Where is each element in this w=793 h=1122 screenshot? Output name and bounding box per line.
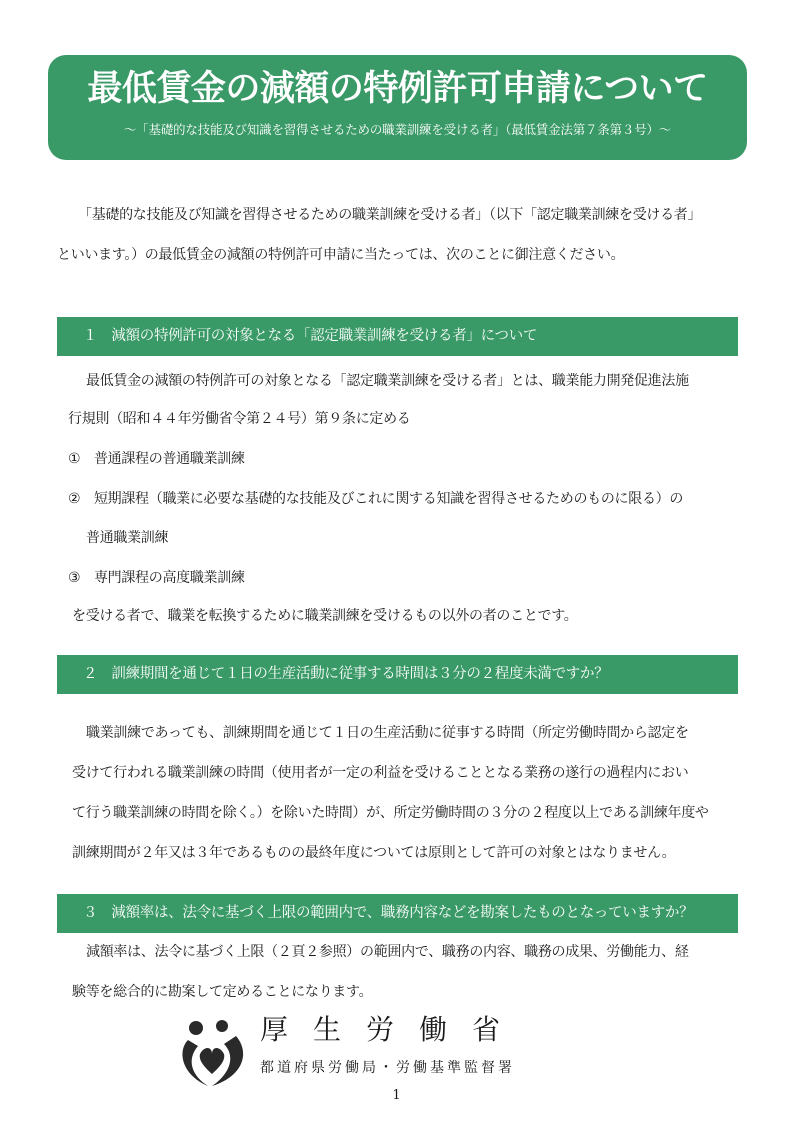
section-2-line-2: 受けて行われる職業訓練の時間（使用者が一定の利益を受けることとなる業務の遂行の過程内におい bbox=[72, 765, 689, 781]
section-3-heading: ３ 減額率は、法令に基づく上限の範囲内で、職務内容などを勘案したものとなっていますか？ bbox=[57, 894, 738, 933]
section-2-heading: ２ 訓練期間を通じて１日の生産活動に従事する時間は３分の２程度未満ですか？ bbox=[57, 655, 738, 694]
section-1-line-2: 行規則（昭和４４年労働省令第２４号）第９条に定める bbox=[68, 411, 411, 427]
section-1-line-1: 最低賃金の減額の特例許可の対象となる「認定職業訓練を受ける者」とは、職業能力開発促進法施 bbox=[86, 373, 689, 389]
page-title: 最低賃金の減額の特例許可申請について bbox=[87, 69, 708, 109]
section-2-line-3: て行う職業訓練の時間を除く。）を除いた時間）が、所定労働時間の３分の２程度以上である訓練年度や bbox=[72, 805, 709, 821]
intro-line-2: といいます。）の最低賃金の減額の特例許可申請に当たっては、次のことに御注意ください。 bbox=[57, 247, 625, 263]
section-1-closing: を受ける者で、職業を転換するために職業訓練を受けるもの以外の者のことです。 bbox=[72, 608, 578, 624]
section-3-line-2: 験等を総合的に勘案して定めることになります。 bbox=[72, 984, 373, 1000]
page-subtitle: ～「基礎的な技能及び知識を習得させるための職業訓練を受ける者」（最低賃金法第７条第３号）～ bbox=[123, 122, 672, 137]
intro-line-1: 「基礎的な技能及び知識を習得させるための職業訓練を受ける者」（以下「認定職業訓練を受ける者」 bbox=[78, 207, 702, 223]
page-number: 1 bbox=[392, 1088, 401, 1103]
section-2-line-1: 職業訓練であっても、訓練期間を通じて１日の生産活動に従事する時間（所定労働時間から認定を bbox=[86, 725, 689, 741]
section-1-item-2: ② 短期課程（職業に必要な基礎的な技能及びこれに関する知識を習得させるためのものに限る）の bbox=[68, 491, 684, 507]
title-banner bbox=[48, 55, 747, 160]
section-1-heading: １ 減額の特例許可の対象となる「認定職業訓練を受ける者」について bbox=[57, 317, 738, 356]
section-2-line-4: 訓練期間が２年又は３年であるものの最終年度については原則として許可の対象とはなりません。 bbox=[72, 845, 676, 861]
section-1-item-3: ③ 専門課程の高度職業訓練 bbox=[68, 570, 245, 586]
ministry-name: 厚生労働省 bbox=[260, 1013, 526, 1046]
section-1-item-2-cont: 普通職業訓練 bbox=[86, 530, 169, 546]
section-3-line-1: 減額率は、法令に基づく上限（２頁２参照）の範囲内で、職務の内容、職務の成果、労働能力、経 bbox=[86, 944, 689, 960]
ministry-footer bbox=[178, 1012, 558, 1092]
bureau-name: 都道府県労働局・労働基準監督署 bbox=[260, 1060, 515, 1076]
mhlw-logo-icon bbox=[178, 1016, 246, 1088]
section-1-item-1: ① 普通課程の普通職業訓練 bbox=[68, 451, 245, 467]
